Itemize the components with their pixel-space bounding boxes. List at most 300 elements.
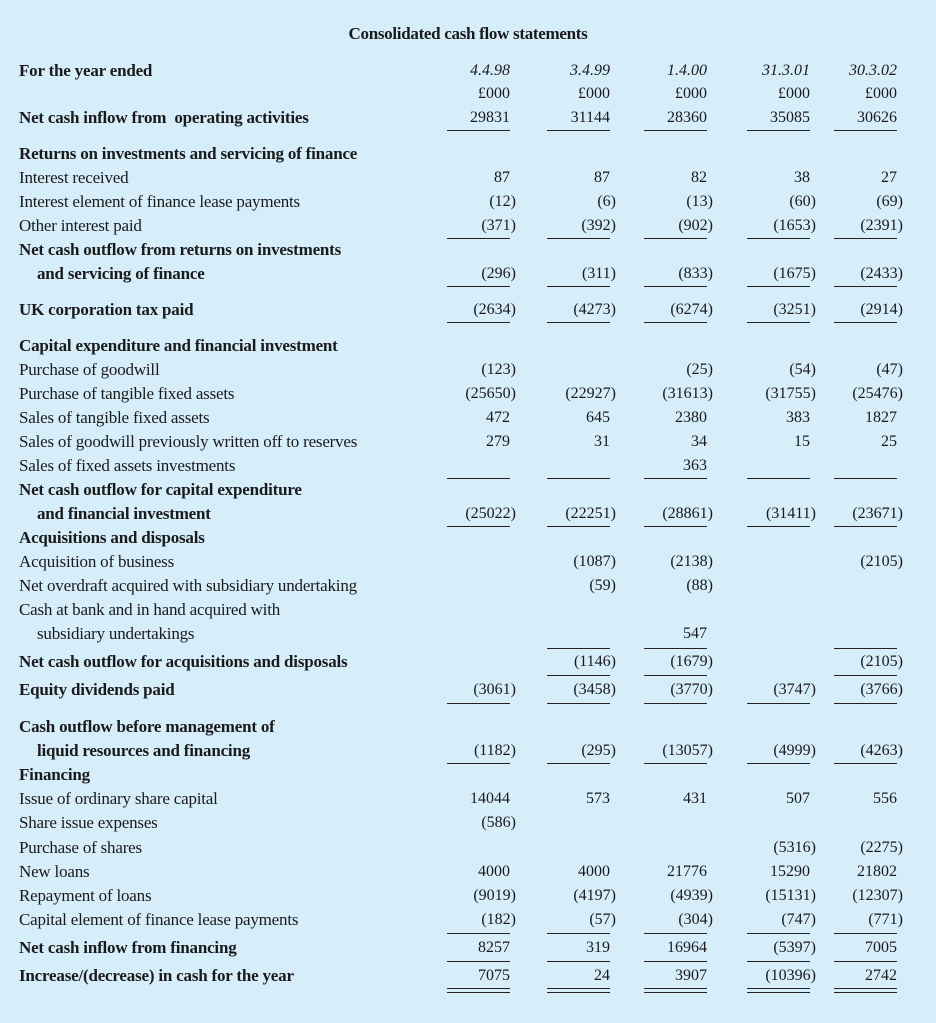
amount: (3770): [670, 681, 713, 698]
cell-value: [530, 740, 616, 762]
amount: (25): [686, 361, 713, 378]
cell-value: [730, 837, 816, 859]
rule-line: [547, 130, 610, 131]
double-rule-line: [834, 988, 897, 993]
row-label: Net cash outflow from returns on investments: [19, 240, 342, 259]
amount: (2391): [860, 217, 903, 234]
cell-value: [430, 623, 510, 645]
amount: (392): [581, 217, 616, 234]
cell-value: [817, 788, 897, 810]
cell-value: [530, 107, 610, 129]
cell-value: [430, 909, 516, 931]
rule-line: [644, 130, 707, 131]
year-ended-label: For the year ended: [19, 61, 153, 80]
amount: (28861): [662, 505, 713, 522]
amount: (59): [589, 577, 616, 594]
cell-value: [817, 837, 903, 859]
rule-line: [547, 286, 610, 287]
row-label: Repayment of loans: [19, 886, 152, 905]
table-row-purchase-goodwill: [0, 359, 936, 381]
amount: (5397): [773, 939, 816, 956]
amount: (23671): [852, 505, 903, 522]
row-label: Issue of ordinary share capital: [19, 789, 218, 808]
table-row-net-overdraft: [0, 575, 936, 597]
cell-value: [730, 359, 816, 381]
amount: 279: [486, 433, 510, 450]
table-row-cash-bank: [0, 599, 936, 643]
cell-value: [730, 740, 816, 762]
amount: (4999): [773, 742, 816, 759]
cell-value: [817, 909, 903, 931]
rule-line: [747, 933, 810, 934]
cell-value: [730, 383, 816, 405]
rule-line: [834, 703, 897, 704]
amount: 31144: [570, 109, 610, 126]
amount: (25022): [465, 505, 516, 522]
amount: 30626: [857, 109, 897, 126]
amount: (2105): [860, 653, 903, 670]
amount: 8257: [478, 939, 510, 956]
amount: (4263): [860, 742, 903, 759]
cell-value: [627, 107, 707, 129]
cell-value: [430, 575, 510, 597]
row-label: Equity dividends paid: [19, 680, 175, 699]
amount: (12307): [852, 887, 903, 904]
amount: 28360: [667, 109, 707, 126]
cell-value: [530, 909, 616, 931]
section-heading: Returns on investments and servicing of finance: [19, 144, 358, 163]
table-row-cash-before: [0, 716, 936, 760]
amount: (3747): [773, 681, 816, 698]
cell-value: [430, 191, 516, 213]
amount: (12): [489, 193, 516, 210]
amount: 31: [594, 433, 610, 450]
amount: (6274): [670, 301, 713, 318]
statement-title: Consolidated cash flow statements: [348, 24, 588, 43]
cell-value: [627, 263, 713, 285]
cell-value: [530, 575, 616, 597]
amount: 87: [594, 169, 610, 186]
table-row-net-capex: [0, 479, 936, 523]
amount: (1653): [773, 217, 816, 234]
amount: (2275): [860, 839, 903, 856]
cell-value: [430, 431, 510, 453]
cell-value: [530, 299, 616, 321]
cell-value: [817, 383, 903, 405]
cell-value: [530, 623, 610, 645]
cell-value: [730, 455, 810, 477]
cell-value: [530, 191, 616, 213]
cell-value: [530, 455, 610, 477]
amount: (25476): [852, 385, 903, 402]
section-heading: Capital expenditure and financial investment: [19, 336, 338, 355]
row-label: Share issue expenses: [19, 813, 158, 832]
amount: (3458): [573, 681, 616, 698]
cell-value: [627, 299, 713, 321]
amount: (2433): [860, 265, 903, 282]
cell-value: [430, 107, 510, 129]
amount: (3766): [860, 681, 903, 698]
amount: 27: [881, 169, 897, 186]
cell-value: [817, 299, 903, 321]
amount: (771): [868, 911, 903, 928]
cell-value: [817, 623, 897, 645]
rule-line: [547, 961, 610, 962]
amount: (15131): [765, 887, 816, 904]
rule-line: [747, 322, 810, 323]
table-row-net-financing: [0, 937, 936, 959]
cell-value: [817, 359, 903, 381]
amount: (1182): [473, 742, 516, 759]
rule-line: [447, 933, 510, 934]
amount: 7075: [478, 967, 510, 984]
cell-value: [627, 383, 713, 405]
table-row-acq-business: [0, 551, 936, 573]
row-label: Net cash outflow for acquisitions and disposals: [19, 652, 348, 671]
rule-line: [834, 933, 897, 934]
table-row-other-interest: [0, 215, 936, 237]
cell-value: [730, 623, 810, 645]
cell-value: [730, 431, 810, 453]
cell-value: [817, 431, 897, 453]
amount: 21776: [667, 863, 707, 880]
row-label: Net cash inflow from operating activities: [19, 108, 309, 127]
cell-value: [817, 191, 903, 213]
amount: (69): [876, 193, 903, 210]
cell-value: [817, 215, 903, 237]
double-rule-line: [547, 988, 610, 993]
table-row-uk-tax: [0, 299, 936, 321]
rule-line: [834, 648, 897, 649]
rule-line: [644, 961, 707, 962]
cell-value: [817, 679, 903, 701]
section-heading: Acquisitions and disposals: [19, 528, 205, 547]
rule-line: [747, 703, 810, 704]
table-row-financing-header: [0, 764, 936, 786]
amount: 7005: [865, 939, 897, 956]
amount: 319: [586, 939, 610, 956]
amount: 24: [594, 967, 610, 984]
row-label: Sales of fixed assets investments: [19, 456, 236, 475]
table-row-interest-element: [0, 191, 936, 213]
amount: 363: [683, 457, 707, 474]
cell-value: [530, 937, 610, 959]
table-row-purchase-shares: [0, 837, 936, 859]
cell-value: [627, 455, 707, 477]
cell-value: [627, 623, 707, 645]
row-label: Acquisition of business: [19, 552, 175, 571]
table-row-increase: [0, 965, 936, 987]
amount: 34: [691, 433, 707, 450]
table-row-acq-header: [0, 527, 936, 549]
row-label-continued: and servicing of finance: [37, 264, 205, 283]
cell-value: [627, 861, 707, 883]
cell-value: [627, 740, 713, 762]
double-rule-line: [447, 988, 510, 993]
cell-value: [627, 575, 713, 597]
amount: 547: [683, 625, 707, 642]
amount: (3061): [473, 681, 516, 698]
cell-value: [430, 861, 510, 883]
cell-value: [430, 383, 516, 405]
amount: 21802: [857, 863, 897, 880]
double-rule-line: [747, 988, 810, 993]
amount: (13): [686, 193, 713, 210]
cell-value: [817, 651, 903, 673]
amount: (31411): [765, 505, 816, 522]
amount: 38: [794, 169, 810, 186]
amount: 507: [786, 790, 810, 807]
cell-value: [730, 407, 810, 429]
cell-value: [627, 909, 713, 931]
cell-value: [730, 107, 810, 129]
cell-value: [530, 431, 610, 453]
amount: (22927): [565, 385, 616, 402]
cell-value: [730, 263, 816, 285]
amount: (1146): [573, 653, 616, 670]
table-row-equity-div: [0, 679, 936, 701]
amount: 573: [586, 790, 610, 807]
section-heading: Financing: [19, 765, 90, 784]
cell-value: [430, 215, 516, 237]
amount: 556: [873, 790, 897, 807]
rule-line: [447, 286, 510, 287]
cell-value: [627, 651, 713, 673]
amount: 645: [586, 409, 610, 426]
rule-line: [747, 961, 810, 962]
cell-value: [730, 788, 810, 810]
amount: (88): [686, 577, 713, 594]
cell-value: [430, 937, 510, 959]
column-unit: £000: [778, 85, 810, 102]
amount: (902): [678, 217, 713, 234]
rule-line: [547, 648, 610, 649]
cell-value: [627, 937, 707, 959]
amount: (2105): [860, 553, 903, 570]
column-date: 31.3.01: [762, 62, 810, 79]
table-row-net-acq: [0, 651, 936, 673]
row-label-continued: subsidiary undertakings: [37, 624, 195, 643]
cell-value: [817, 965, 897, 987]
cell-value: [530, 885, 616, 907]
table-row-units: [0, 83, 936, 105]
amount: (22251): [565, 505, 616, 522]
cell-value: [817, 740, 903, 762]
column-date: 3.4.99: [570, 62, 610, 79]
amount: (586): [481, 814, 516, 831]
amount: 4000: [478, 863, 510, 880]
amount: (57): [589, 911, 616, 928]
amount: 29831: [470, 109, 510, 126]
row-label: UK corporation tax paid: [19, 300, 194, 319]
cell-value: [430, 503, 516, 525]
rule-line: [834, 961, 897, 962]
amount: (2634): [473, 301, 516, 318]
cell-value: [430, 788, 510, 810]
cell-value: [627, 431, 707, 453]
cell-value: [627, 551, 713, 573]
amount: (833): [678, 265, 713, 282]
cell-value: [530, 812, 610, 834]
cell-value: [530, 359, 610, 381]
table-row-interest-received: [0, 167, 936, 189]
cell-value: [817, 937, 897, 959]
amount: (47): [876, 361, 903, 378]
rule-line: [447, 130, 510, 131]
rule-line: [547, 322, 610, 323]
row-label-continued: and financial investment: [37, 504, 211, 523]
cell-value: [627, 885, 713, 907]
table-row-new-loans: [0, 861, 936, 883]
cell-value: [430, 299, 516, 321]
cell-value: [627, 679, 713, 701]
cell-value: [530, 788, 610, 810]
row-label: Purchase of shares: [19, 838, 142, 857]
rule-line: [834, 322, 897, 323]
cell-value: [730, 861, 810, 883]
table-row-capex-header: [0, 335, 936, 357]
cell-value: [730, 909, 816, 931]
cell-value: [730, 885, 816, 907]
cell-value: [430, 837, 510, 859]
amount: (182): [481, 911, 516, 928]
amount: (54): [789, 361, 816, 378]
cell-value: [730, 299, 816, 321]
column-date: 1.4.00: [667, 62, 707, 79]
table-row-returns-header: [0, 143, 936, 165]
amount: (123): [481, 361, 516, 378]
amount: 15290: [770, 863, 810, 880]
row-label: Increase/(decrease) in cash for the year: [19, 966, 294, 985]
amount: (295): [581, 742, 616, 759]
cell-value: [530, 263, 616, 285]
cell-value: [817, 885, 903, 907]
rule-line: [447, 703, 510, 704]
amount: 431: [683, 790, 707, 807]
table-row-repayment: [0, 885, 936, 907]
cell-value: [817, 861, 897, 883]
cell-value: [530, 215, 616, 237]
row-label: Interest element of finance lease payments: [19, 192, 300, 211]
cell-value: [530, 407, 610, 429]
amount: (1087): [573, 553, 616, 570]
amount: (4273): [573, 301, 616, 318]
rule-line: [834, 286, 897, 287]
row-label-continued: liquid resources and financing: [37, 741, 251, 760]
rule-line: [547, 675, 610, 676]
row-label: Net cash inflow from financing: [19, 938, 237, 957]
table-row-share-expenses: [0, 812, 936, 834]
cell-value: [730, 215, 816, 237]
amount: 383: [786, 409, 810, 426]
amount: (25650): [465, 385, 516, 402]
cell-value: [430, 740, 516, 762]
cell-value: [730, 679, 816, 701]
column-unit: £000: [478, 85, 510, 102]
amount: 2742: [865, 967, 897, 984]
cell-value: [430, 455, 510, 477]
amount: (60): [789, 193, 816, 210]
column-unit: £000: [578, 85, 610, 102]
cell-value: [627, 215, 713, 237]
amount: 82: [691, 169, 707, 186]
amount: (311): [581, 265, 616, 282]
row-label: Purchase of goodwill: [19, 360, 160, 379]
cell-value: [530, 383, 616, 405]
amount: (4939): [670, 887, 713, 904]
amount: (5316): [773, 839, 816, 856]
table-row-sales-fa-inv: [0, 455, 936, 477]
cell-value: [627, 788, 707, 810]
cell-value: [817, 503, 903, 525]
cell-value: [430, 407, 510, 429]
amount: 472: [486, 409, 510, 426]
amount: 87: [494, 169, 510, 186]
row-label: Capital element of finance lease payments: [19, 910, 299, 929]
amount: 2380: [675, 409, 707, 426]
rule-line: [644, 648, 707, 649]
amount: 1827: [865, 409, 897, 426]
amount: (3251): [773, 301, 816, 318]
cell-value: [627, 812, 707, 834]
cell-value: [430, 359, 516, 381]
row-label: Sales of tangible fixed assets: [19, 408, 210, 427]
cell-value: [430, 885, 516, 907]
cell-value: [627, 407, 707, 429]
cell-value: [530, 167, 610, 189]
cell-value: [817, 812, 897, 834]
amount: (371): [481, 217, 516, 234]
cell-value: [530, 651, 616, 673]
row-label: New loans: [19, 862, 90, 881]
cell-value: [627, 965, 707, 987]
cell-value: [530, 965, 610, 987]
cell-value: [817, 455, 897, 477]
table-row-issue-shares: [0, 788, 936, 810]
cell-value: [530, 861, 610, 883]
amount: 25: [881, 433, 897, 450]
amount: (2138): [670, 553, 713, 570]
rule-line: [547, 703, 610, 704]
amount: (304): [678, 911, 713, 928]
column-unit: £000: [675, 85, 707, 102]
amount: (9019): [473, 887, 516, 904]
cell-value: [530, 679, 616, 701]
amount: (4197): [573, 887, 616, 904]
amount: 15: [794, 433, 810, 450]
rule-line: [834, 130, 897, 131]
amount: 16964: [667, 939, 707, 956]
cell-value: [430, 651, 510, 673]
column-date: 4.4.98: [470, 62, 510, 79]
cell-value: [817, 107, 897, 129]
cell-value: [817, 263, 903, 285]
row-label: Purchase of tangible fixed assets: [19, 384, 235, 403]
row-label: Other interest paid: [19, 216, 142, 235]
cell-value: [627, 503, 713, 525]
cell-value: [730, 651, 810, 673]
row-label: Cash outflow before management of: [19, 717, 275, 736]
cell-value: [627, 167, 707, 189]
amount: (1675): [773, 265, 816, 282]
amount: (31613): [662, 385, 713, 402]
column-date: 30.3.02: [849, 62, 897, 79]
table-row-sales-tangible: [0, 407, 936, 429]
cell-value: [627, 359, 713, 381]
cell-value: [430, 551, 510, 573]
rule-line: [644, 703, 707, 704]
row-label: Net overdraft acquired with subsidiary undertaking: [19, 576, 357, 595]
